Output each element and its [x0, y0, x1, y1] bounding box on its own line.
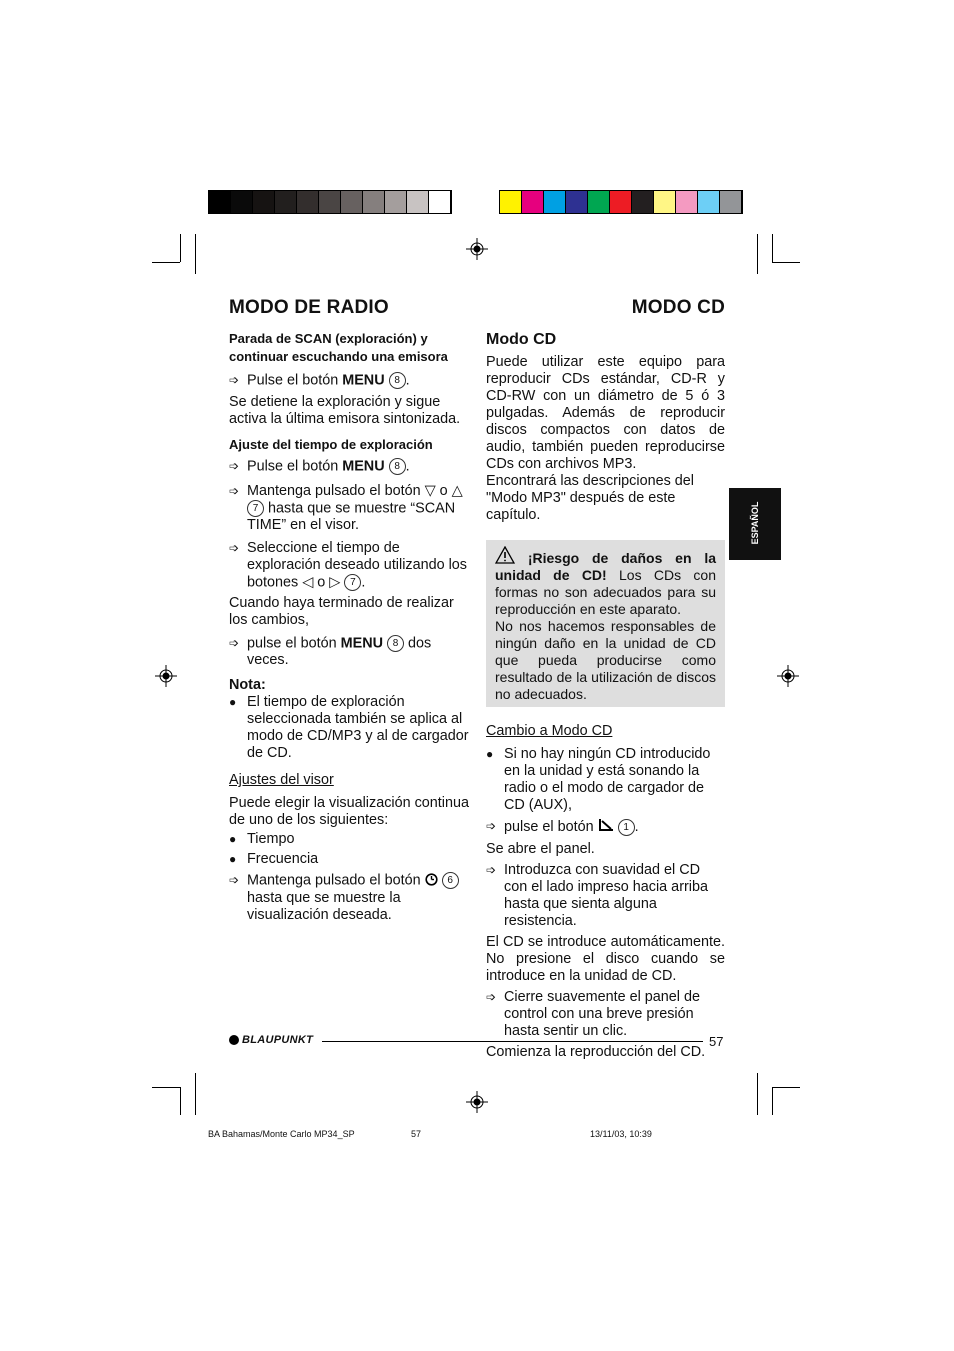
gray-swatch: [341, 191, 363, 213]
time-heading: Ajuste del tiempo de exploración: [229, 437, 433, 453]
button-number: 8: [389, 458, 406, 475]
gray-swatch: [407, 191, 429, 213]
button-number: 8: [389, 372, 406, 389]
footer-brand: BLAUPUNKT: [229, 1034, 313, 1046]
color-swatch: [500, 191, 522, 213]
arrow-icon: ➩: [229, 873, 240, 888]
brand-dot-icon: [229, 1035, 239, 1045]
list-item: ● El tiempo de exploración seleccionada también se aplica al modo de CD/MP3 y al de cargador de CD.: [229, 694, 469, 762]
language-tab: ESPAÑOL: [729, 488, 781, 560]
gray-swatch: [275, 191, 297, 213]
clock-icon: [425, 873, 438, 886]
arrow-icon: ➩: [229, 483, 240, 498]
arrow-icon: ➩: [486, 990, 497, 1004]
footer-rule: [322, 1041, 703, 1042]
slug-page: 57: [411, 1129, 422, 1139]
right-column: [486, 330, 725, 1061]
button-number: 6: [442, 872, 459, 889]
color-swatch: [676, 191, 698, 213]
color-swatch: [698, 191, 720, 213]
button-number: 7: [247, 500, 264, 517]
color-swatch: [632, 191, 654, 213]
color-swatch: [610, 191, 632, 213]
bullet-icon: ●: [229, 695, 237, 710]
list-item: ➩ Mantenga pulsado el botón 6 hasta que se muestre la visualización deseada.: [229, 872, 469, 923]
slug-file: BA Bahamas/Monte Carlo MP34_SP: [208, 1129, 355, 1139]
paragraph: Puede utilizar este equipo para reproducir CDs estándar, CD-R y CD-RW con un diámetro de 5 ó 3 pulgadas. Además de reproducir discos compactos con datos de audio, también pueden reproducirse CDs con archivos MP3.: [486, 354, 725, 472]
list-item: ● Tiempo: [229, 831, 295, 848]
list-item: ➩ Pulse el botón MENU 8 .: [229, 372, 410, 389]
list-item: ➩ Pulse el botón MENU 8 .: [229, 458, 410, 475]
gray-swatch: [363, 191, 385, 213]
arrow-icon: ➩: [486, 863, 497, 877]
grayscale-bar: [208, 190, 452, 214]
paragraph: Comienza la reproducción del CD.: [486, 1044, 706, 1060]
registration-mark-icon: [155, 665, 177, 687]
warning-box: ¡Riesgo de daños en la unidad de CD! Los CDs con formas no son adecuados para su reproducción en este aparato. No nos hacemos responsables de ningún daño en la unidad de CD que pueda producirse como resultado de la utilización de discos no adecuados.: [486, 540, 725, 707]
bullet-icon: ●: [229, 832, 237, 847]
list-item: ➩ Seleccione el tiempo de exploración deseado utilizando los botones ◁ o ▷ 7 .: [229, 539, 468, 591]
color-swatch: [544, 191, 566, 213]
page-number: 57: [709, 1034, 724, 1049]
bullet-icon: ●: [486, 747, 494, 761]
list-item: ➩ pulse el botón 1 .: [486, 819, 639, 835]
note-label: Nota:: [229, 677, 266, 694]
button-number: 8: [387, 635, 404, 652]
gray-swatch: [297, 191, 319, 213]
gray-swatch: [209, 191, 231, 213]
bullet-icon: ●: [229, 852, 237, 867]
list-item: ● Frecuencia: [229, 851, 319, 868]
paragraph: Se detiene la exploración y sigue activa la última emisora sintonizada.: [229, 394, 461, 428]
list-item: ➩ Introduzca con suavidad el CD con el lado impreso hacia arriba hasta que sienta alguna resistencia.: [486, 862, 708, 929]
color-swatch: [654, 191, 676, 213]
arrow-icon: ➩: [229, 459, 240, 474]
section-title-cd: MODO CD: [631, 297, 725, 318]
color-swatch: [566, 191, 588, 213]
list-item: ● Si no hay ningún CD introducido en la unidad y está sonando la radio o el modo de cargador de CD (AUX),: [486, 746, 711, 813]
change-heading: Cambio a Modo CD: [486, 723, 613, 739]
color-bar: [499, 190, 743, 214]
left-column: [229, 330, 469, 924]
gray-swatch: [319, 191, 341, 213]
list-item: ➩ pulse el botón MENU 8 dos veces.: [229, 635, 432, 669]
color-swatch: [720, 191, 742, 213]
arrow-icon: ➩: [229, 636, 240, 651]
arrow-icon: ➩: [229, 373, 240, 387]
paragraph: Puede elegir la visualización continua de uno de los siguientes:: [229, 795, 469, 829]
registration-mark-icon: [466, 1091, 488, 1113]
button-number: 7: [344, 574, 361, 591]
gray-swatch: [385, 191, 407, 213]
section-title-radio: MODO DE RADIO: [229, 297, 389, 318]
arrow-icon: ➩: [486, 819, 497, 833]
eject-panel-icon: [598, 818, 614, 832]
scan-heading: Parada de SCAN (exploración) y continuar escuchando una emisora: [229, 331, 448, 364]
paragraph: Se abre el panel.: [486, 841, 595, 857]
visor-heading: Ajustes del visor: [229, 772, 334, 789]
warning-icon: [495, 546, 515, 564]
list-item: ➩ Cierre suavemente el panel de control con una breve presión hasta sentir un clic.: [486, 989, 700, 1039]
gray-swatch: [253, 191, 275, 213]
gray-swatch: [429, 191, 451, 213]
paragraph: Encontrará las descripciones del "Modo MP3" después de este capítulo.: [486, 473, 694, 523]
slug-date: 13/11/03, 10:39: [590, 1129, 652, 1139]
registration-mark-icon: [466, 238, 488, 260]
arrow-icon: ➩: [229, 540, 240, 555]
color-swatch: [522, 191, 544, 213]
cd-heading: Modo CD: [486, 331, 557, 348]
color-swatch: [588, 191, 610, 213]
registration-mark-icon: [777, 665, 799, 687]
button-number: 1: [618, 819, 635, 836]
paragraph: Cuando haya terminado de realizar los cambios,: [229, 595, 454, 629]
paragraph: El CD se introduce automáticamente. No presione el disco cuando se introduce en la unidad de CD.: [486, 934, 725, 984]
list-item: ➩ Mantenga pulsado el botón ▽ o △ 7 hasta que se muestre “SCAN TIME” en el visor.: [229, 482, 463, 533]
gray-swatch: [231, 191, 253, 213]
